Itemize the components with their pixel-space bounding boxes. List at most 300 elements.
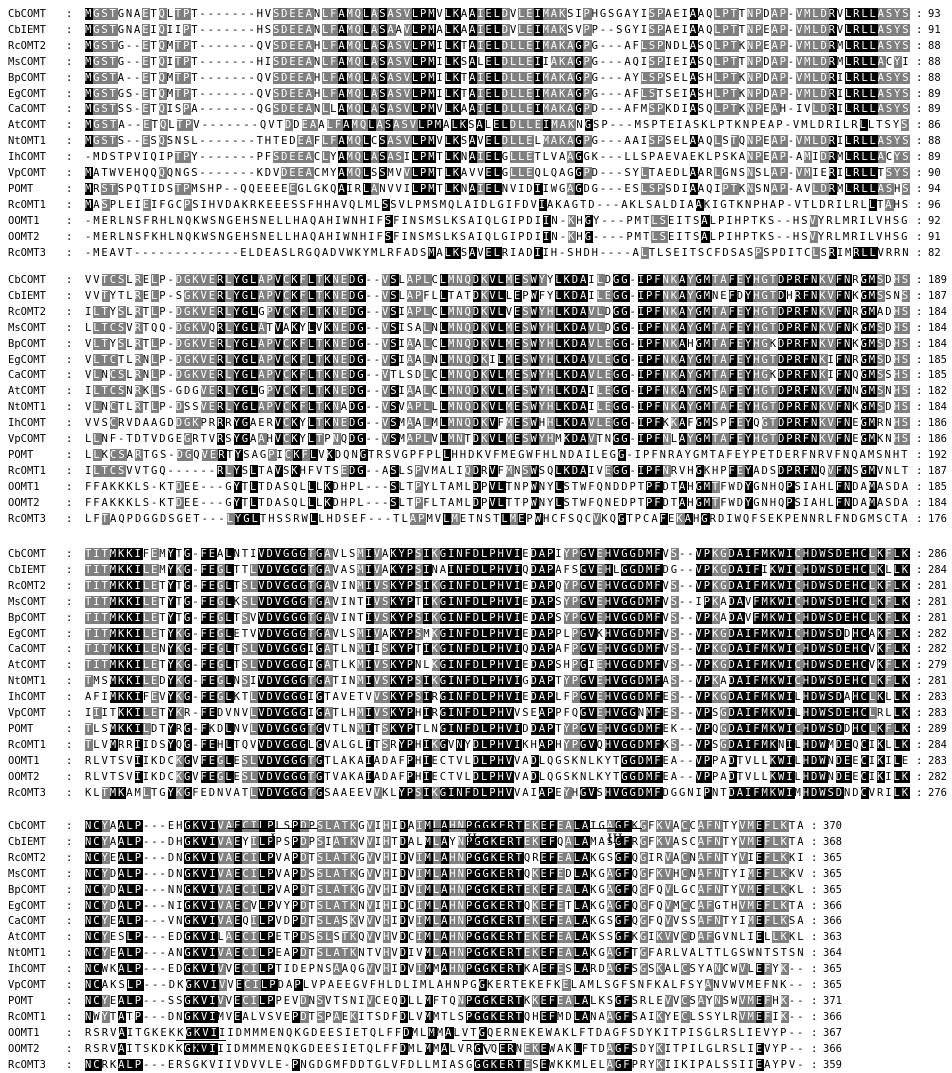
separator-colon: :: [66, 246, 73, 259]
separator-colon: :: [66, 23, 73, 36]
sequence-name: EgCOMT: [8, 353, 46, 366]
separator-colon: :: [916, 464, 923, 477]
separator-colon: :: [66, 963, 73, 976]
sequence-name: VpCOMT: [8, 707, 46, 719]
motif-underline: [588, 828, 642, 829]
sequence-end-position: 284: [928, 563, 947, 576]
separator-colon: :: [916, 305, 923, 318]
sequence-end-position: 284: [928, 738, 947, 751]
alignment-row: [0, 511, 952, 527]
sequence-name: EgCOMT: [8, 627, 46, 640]
separator-colon: :: [916, 417, 923, 430]
sequence-end-position: 182: [928, 385, 947, 398]
separator-colon: :: [916, 385, 923, 398]
sequence-name: NtOMT1: [8, 947, 46, 960]
separator-colon: :: [66, 289, 73, 302]
sequence-residues: NCWKALP---EDGKVIVVECILPTIDEPNSAAQGVVHIDVIMMAHNPGGKERTKAEFESLARDAGFSGSKALCSYANCWVLEFYK--: [85, 963, 806, 976]
alignment-row: [0, 431, 952, 447]
separator-colon: :: [66, 512, 73, 525]
sequence-residues: TLSMKKILDTYRG-FKDLNVLVDVGGGTGVTLNMITSKYPTLNGINFDLPHVIDDAPTYPGVEHVGGDMFEK--VPQGDAIFMKWICHDWSDDHCLKFLK: [85, 722, 910, 735]
separator-colon: :: [66, 627, 73, 640]
sequence-end-position: 286: [928, 548, 947, 560]
alignment-row: [0, 495, 952, 511]
sequence-end-position: 185: [928, 353, 947, 366]
separator-colon: :: [66, 786, 73, 799]
sequence-residues: -MDSTPVIQIPTPY-------PFSDEEACLYAMQLASASILPMTLKNAIELGLLETLVAAGGK---LLSPAEVAEKLPSKANPEAP-AMIDRMLRLLACYS: [85, 151, 911, 164]
separator-colon: :: [916, 643, 923, 656]
sequence-residues: MASPLEIEIFGCPSIHVDAKRKEEESSFHHAVQLMLSSVLPMSMQLAIDLGIFDVIAKAGTD---AKLSALDIAAKIGTKNPHAP-VTLDRILRLLTAHS: [85, 198, 910, 211]
sequence-end-position: 281: [928, 579, 947, 592]
motif-underline: [228, 828, 318, 829]
separator-colon: :: [66, 994, 73, 1007]
separator-colon: :: [916, 659, 923, 672]
sequence-residues: LFTAQPDGGDSGET---LYGLTHSSRWLLHDSEF---TLAPMVLMETNSTLMEPWHCFSQCVKQGTPCAFEKAHGRDIWQFSEKPENNRLFNDGMSCTA: [85, 512, 910, 525]
separator-colon: :: [66, 579, 73, 592]
sequence-residues: VVTYTLRELP-SGKVERLYGLAPVCKFLTKNEDG--VSLAPFLLTATDKVLLEPWFYLKDAILEGG-IPFNKAYGMNEFDYHGTDHRFNKVFNKGMSSNS: [85, 289, 910, 302]
sequence-residues: MGSTA--ETQMTPT-------QVSDEEAHLFAMQLASASVLPMILKTAIELDLLEIMAKAGPG---AYLSPSELASHLPTKNPDAP-VMLDRILRLLASYS: [85, 71, 911, 84]
sequence-residues: FFAKKKLS-KTDEE---GYTLTDASQLLLKDHPL---SLTPYLTAMLDPVLTNPWNYLSTWFQNDDPTPFDTAHGMTFWDYGNHQPSIAHLFNDAMASDA: [85, 480, 910, 493]
separator-colon: :: [916, 182, 923, 195]
sequence-residues: RSRVAITSKDKKGKVIIIDMMMENQKGDEESIETQLFFDMLMMALVRG-QERNEKEWAKLFTDAGFSDYKITPILGLRSLIEVYP--: [85, 1042, 806, 1055]
sequence-name: CbIEMT: [8, 289, 46, 302]
alignment-row: [0, 22, 952, 38]
separator-colon: :: [66, 353, 73, 366]
sequence-residues: LLNF-TDTVDGEGRTVRSYGAAHVCKYLTPNQDG--VSMAPLVLMNTDKVLMESWYHMKDAVTNGG-IPFNLAYGMTAFEYHGTDPRFNKVFNEGMKNHS: [85, 433, 910, 445]
separator-colon: :: [66, 87, 73, 100]
sequence-residues: MGSTGNAETQLTPT-------HVSDEEANLFAMQLASASVLPMVLKAAIELDVLEIMAKSIPHGSGAYISPAEIAAQLPTTNPDAP-VMLDRVLRLLASYS: [85, 8, 911, 20]
separator-colon: :: [66, 947, 73, 960]
sequence-end-position: 365: [823, 883, 842, 896]
alignment-row: [0, 272, 952, 288]
sequence-name: RcOMT1: [8, 1010, 46, 1023]
sequence-residues: RSRVAITGKEKKGKVIIIDMMMENQKGDEESIETQLFFDMLMMALVTGQERNEKEWAKLFTDAGFSDYKITPISGLRSLIEVYP--: [85, 1026, 806, 1039]
sequence-residues: NCYDALP---NIGKVIVAECVLPVYPDTSLATKNVIHIDCIMLAHNPGGKERTQKEFETLAKGAGFQGFQVMCCAFGTHVMEFLKTA: [85, 899, 806, 912]
sequence-end-position: 365: [823, 851, 842, 864]
separator-colon: :: [66, 867, 73, 880]
sequence-end-position: 366: [823, 915, 842, 928]
alignment-row: [0, 101, 952, 117]
sequence-name: RcOMT1: [8, 198, 46, 211]
separator-colon: :: [66, 274, 73, 286]
separator-colon: :: [66, 433, 73, 445]
separator-colon: :: [66, 369, 73, 382]
separator-colon: :: [66, 151, 73, 164]
separator-colon: :: [66, 71, 73, 84]
separator-colon: :: [916, 119, 923, 132]
sequence-residues: VVTCSLRELP-DGKVERLYGLAPVCKFLTKNEDG--VSLAPLCLMNQDKVLMESWYYLKDAILDGG-IPFNKAYGMTAFEYHGTDPRFNKVFNRGMSDHS: [85, 274, 910, 286]
separator-colon: :: [811, 994, 818, 1007]
sequence-end-position: 89: [928, 103, 941, 116]
separator-colon: :: [916, 167, 923, 179]
separator-colon: :: [916, 103, 923, 116]
separator-colon: :: [916, 198, 923, 211]
separator-colon: :: [66, 401, 73, 414]
alignment-row: [0, 245, 952, 261]
sequence-end-position: 184: [928, 337, 947, 350]
sequence-residues: ILTYSLRTLP-DGKVERLYGLGPVCKFLTKNEDG--VSIAPLCLMNQDKVLVESWYHLKDAVLDGG-IPFNKAYGMTAFEYHGTDPRFNKVFNRGMADHS: [85, 305, 910, 318]
separator-colon: :: [66, 321, 73, 334]
sequence-residues: -MERLNSFKHLNQKWSNGEHSNELLHAQAHIWNHIFSFINSMSLKSAIQLGIPDIIN-KHG----PMTLSEITSALPIHPTKS--HSVYRLMRILVHSG: [85, 230, 910, 243]
sequence-end-position: 187: [928, 289, 947, 302]
sequence-name: OOMT2: [8, 1042, 40, 1055]
sequence-name: AtCOMT: [8, 931, 46, 944]
separator-colon: :: [916, 738, 923, 751]
sequence-residues: NCYEALP---DNGKVIVAECILPVAPDTSLATKGVVHIDVIMLAHNPGGKERTQREFEALAKGSGFQGIRVACNAFNTYVIEFLKKI: [85, 851, 806, 864]
separator-colon: :: [916, 369, 923, 382]
alignment-row: [0, 399, 952, 415]
sequence-name: IhCOMT: [8, 963, 46, 976]
sequence-residues: NCYDALP---NNGKVIVAECILPVAPDTSLATKGVVHIDVIMLAHNPGGKERTEKEFEALAKGAGFQGFQVLGCAFNTYVMEFLKKL: [85, 883, 806, 896]
sequence-name: EgCOMT: [8, 899, 46, 912]
alignment-row: [0, 213, 952, 229]
separator-colon: :: [66, 39, 73, 52]
separator-colon: :: [66, 385, 73, 398]
alignment-row: [0, 6, 952, 22]
sequence-end-position: 282: [928, 770, 947, 783]
alignment-row: [0, 945, 952, 961]
sequence-end-position: 281: [928, 595, 947, 608]
separator-colon: :: [66, 563, 73, 576]
sequence-name: BpCOMT: [8, 883, 46, 896]
sequence-residues: -MERLNSFRHLNQKWSNGEHSNELLHAQAHIWNHIFSFINSMSLKSAIQLGIPDIIN-KHGY---PMTLSEITSALPIHPTKS--HSVYRLMRILVHSG: [85, 214, 910, 227]
separator-colon: :: [66, 198, 73, 211]
separator-colon: :: [66, 738, 73, 751]
separator-colon: :: [916, 289, 923, 302]
sequence-residues: NCYAALP---DHGKVIVAEYILPPSPDPSIATKVVIHTDALMLAYNPGGKERTEKEFQALAMASGFRGFKVASCAFNTYVMEFLKTA: [85, 835, 806, 848]
alignment-row: [0, 479, 952, 495]
separator-colon: :: [66, 611, 73, 624]
sequence-name: CbCOMT: [8, 548, 46, 560]
separator-colon: :: [66, 337, 73, 350]
separator-colon: :: [66, 464, 73, 477]
sequence-name: RcOMT1: [8, 464, 46, 477]
alignment-row: [0, 288, 952, 304]
separator-colon: :: [916, 401, 923, 414]
sequence-name: RcOMT2: [8, 851, 46, 864]
separator-colon: :: [916, 448, 923, 461]
separator-colon: :: [66, 899, 73, 912]
separator-colon: :: [66, 675, 73, 688]
alignment-row: [0, 721, 952, 737]
sequence-end-position: 88: [928, 55, 941, 68]
sequence-name: MsCOMT: [8, 595, 46, 608]
separator-colon: :: [66, 119, 73, 132]
sequence-end-position: 90: [928, 167, 941, 179]
sequence-name: RcOMT2: [8, 39, 46, 52]
separator-colon: :: [66, 214, 73, 227]
alignment-row: [0, 993, 952, 1009]
alignment-row: [0, 929, 952, 945]
separator-colon: :: [66, 595, 73, 608]
sequence-name: MsCOMT: [8, 321, 46, 334]
sequence-residues: NCYAALP---EHGKVIVAECILPLSPDPSLATKGVIHIDAIMLAHNPGGKERTEKEFEALAIGAGFKGFKVACCAFNTYVMEFLKTA: [85, 820, 806, 832]
alignment-row: [0, 610, 952, 626]
sequence-end-position: 283: [928, 707, 947, 719]
separator-colon: :: [811, 1058, 818, 1071]
sequence-end-position: 89: [928, 151, 941, 164]
alignment-row: [0, 447, 952, 463]
alignment-row: [0, 320, 952, 336]
sequence-residues: FFAKKKLS-KTDEE---GYTLTDASQLLLKDHPL---SLTPFLTAMLDPVLTTPWNYLSTWFQNEDPTPFDTAHGMTFWDYGNHQPSIAHLFNDAMASDA: [85, 496, 910, 509]
separator-colon: :: [916, 274, 923, 286]
separator-colon: :: [811, 931, 818, 944]
sequence-end-position: 289: [928, 722, 947, 735]
sequence-end-position: 282: [928, 643, 947, 656]
sequence-residues: NCYESLP---EDGKVILAECILPETPDSSLSTKQVVHVDCIMLAHNPGGKERTEKEFEALAKSSGFKGIKVVCDAFGVNLIELLKKL: [85, 931, 806, 944]
alignment-row: [0, 705, 952, 721]
sequence-end-position: 82: [928, 246, 941, 259]
sequence-end-position: 192: [928, 448, 947, 461]
sequence-residues: VLTCTLRNLP-DGKVERLYGLAPVCKFLTKNEDG--VSIAALNLMNQDKILMESWYHLKDAVLEGG-IPFNKAYGMTAFEYHGTDPRFNKIFNRGMSDHS: [85, 353, 910, 366]
separator-colon: :: [916, 8, 923, 20]
separator-colon: :: [66, 915, 73, 928]
separator-colon: :: [916, 722, 923, 735]
sequence-residues: IIITKKILETYKR-FEDVNVLVDVGGGIGATLHMIVSKYPHIRGINFDLPHVVSEAPPFQGVEHVGGNMFES--VPSGDAIFMKWILHDWSDEHCLRLLK: [85, 707, 910, 719]
separator-colon: :: [916, 337, 923, 350]
alignment-row: [0, 383, 952, 399]
sequence-end-position: 365: [823, 979, 842, 991]
motif-underline: [432, 828, 512, 829]
alignment-row: [0, 689, 952, 705]
sequence-name: RcOMT3: [8, 786, 46, 799]
alignment-row: [0, 54, 952, 70]
sequence-end-position: 88: [928, 135, 941, 148]
sequence-name: CaCOMT: [8, 915, 46, 928]
alignment-row: [0, 866, 952, 882]
sequence-residues: TITMKKILETYTG-FEGLKSLVDVGGGTGAVINTIVSKYPTIKGINFDLPHVIEDAPSYPGVEHVGGDMFVS--IPKADAVFMKWICHDWSDEHCLKFLK: [85, 595, 910, 608]
sequence-residues: MGSTG--ETQMTPT-------QVSDEEAHLFAMQLASASVLPMILKTAIELDLLEIMAKAGPG---AFLSPNDLASQLPTKNPEAP-VMLDRMLRLLASYS: [85, 39, 911, 52]
separator-colon: :: [916, 611, 923, 624]
alignment-row: [0, 626, 952, 642]
sequence-name: IhCOMT: [8, 691, 46, 704]
alignment-row: [0, 1025, 952, 1041]
separator-colon: :: [916, 786, 923, 799]
sequence-residues: VLNCSLRNLP-DGKVERLYGLAPVCKFLTKNEDG--VTLSDLCLMNQDKVLMESWYHLKDAVLEGG-IPFNKAYGMTAFEYHGKDPRFNKIFNQGMSSHS: [85, 369, 910, 382]
separator-colon: :: [66, 496, 73, 509]
alignment-row: [0, 149, 952, 165]
sequence-end-position: 93: [928, 8, 941, 20]
alignment-row: [0, 367, 952, 383]
sequence-name: RcOMT3: [8, 246, 46, 259]
alignment-row: [0, 562, 952, 578]
sequence-name: OOMT1: [8, 214, 40, 227]
alignment-row: [0, 352, 952, 368]
sequence-end-position: 368: [823, 835, 842, 848]
sequence-name: CaCOMT: [8, 643, 46, 656]
sequence-residues: TLVMRRIIDSYQG-FEHLTQVVDVGGGLGVALGLITSRYPHIKGVNYDLPHVIKHAPHYPGVQHVGGDMFKS--VPSGDAIFMKNILHDWMDEQCIKLLK: [85, 738, 910, 751]
sequence-name: IhCOMT: [8, 417, 46, 430]
alignment-row: [0, 336, 952, 352]
sequence-name: POMT: [8, 994, 34, 1007]
sequence-name: NtOMT1: [8, 675, 46, 688]
alignment-row: [0, 753, 952, 769]
sequence-end-position: 184: [928, 496, 947, 509]
sequence-name: POMT: [8, 722, 34, 735]
sequence-end-position: 176: [928, 512, 947, 525]
sequence-name: IhCOMT: [8, 151, 46, 164]
separator-colon: :: [66, 707, 73, 719]
separator-colon: :: [811, 867, 818, 880]
separator-colon: :: [916, 548, 923, 560]
sequence-end-position: 367: [823, 1026, 842, 1039]
sequence-residues: MRSTSPQTIDSTPMSHP--QQEEEEEGLGKQAIRLANVVILPMTLKNAIELNVIDIIWGAGDG---ESLSPSDIAAQIPTKNSNAP-AVLDRMLRLLASHS: [85, 182, 911, 195]
sequence-name: RcOMT1: [8, 738, 46, 751]
alignment-row: [0, 86, 952, 102]
sequence-name: CbIEMT: [8, 23, 46, 36]
sequence-end-position: 184: [928, 321, 947, 334]
sequence-name: OOMT2: [8, 770, 40, 783]
separator-colon: :: [916, 151, 923, 164]
separator-colon: :: [916, 754, 923, 767]
sequence-name: OOMT1: [8, 1026, 40, 1039]
motif-label: II: [466, 832, 478, 847]
alignment-row: [0, 961, 952, 977]
sequence-end-position: 96: [928, 198, 941, 211]
separator-colon: :: [811, 963, 818, 976]
sequence-residues: TITMKKILEMYKG-FEGLTTLVDVGGGTGAVASMIVAKYPSINAINFDLPHVIQDAPAFSGVEHLGGDMFDG--VPKGDAIFIKWICHDWSDEHCLKLLK: [85, 563, 910, 576]
separator-colon: :: [811, 835, 818, 848]
alignment-row: [0, 304, 952, 320]
sequence-residues: TITMKKILENYKG-FEGLTSLVDVGGGIGATLNMIISKYPTIKGINFDLPHVIQDAPAFPGVEHVGGDMFVS--VPKGDAIFMKWICHDWSDEHCVKFLK: [85, 643, 910, 656]
alignment-row: [0, 578, 952, 594]
sequence-end-position: 283: [928, 691, 947, 704]
sequence-end-position: 185: [928, 480, 947, 493]
separator-colon: :: [916, 675, 923, 688]
motif-label: III: [607, 832, 623, 847]
sequence-name: VpCOMT: [8, 167, 46, 179]
separator-colon: :: [811, 820, 818, 832]
sequence-residues: -MEAVT-------------ELDEASLRGQADVWKYMLRFADSMALKSAVELRIADIIH-SHDH----ALTLSEITSCFDSASPSPDITCLSRIMRLLVRRN: [85, 246, 911, 259]
sequence-name: OOMT2: [8, 496, 40, 509]
sequence-residues: KLTMKAMLTGYKGFEDNVATLVDVGGGTGSAAEEVVKLYPSIKGINFDLPHVVAIAPEYHGVSHVGGDMFDGGNIPNTDAIFMKWIMHDWSDNDCVRILK: [85, 786, 910, 799]
sequence-residues: NCRKALP---ERSGKVIIVDVVLE-PNGDGMFDDTGLVFDLLMIASGGGKERTESEWKKMLELAGFPRYKIIKIPALSSIIEAYPV-: [85, 1058, 806, 1071]
separator-colon: :: [66, 417, 73, 430]
sequence-name: CaCOMT: [8, 103, 46, 116]
separator-colon: :: [811, 947, 818, 960]
separator-colon: :: [811, 1042, 818, 1055]
sequence-end-position: 189: [928, 274, 947, 286]
sequence-residues: ILTCSVVTGQ------RLYSLTAVSKHFVTSEDG--ASLSPVMALIQDRVFMNSWSQLKDAIVEGG-IPFNRVHGKHPFEYADSDPRFNQVFNSGMVNLT: [85, 464, 910, 477]
separator-colon: :: [916, 433, 923, 445]
alignment-row: [0, 415, 952, 431]
alignment-row: [0, 181, 952, 197]
sequence-name: BpCOMT: [8, 611, 46, 624]
sequence-name: EgCOMT: [8, 87, 46, 100]
separator-colon: :: [916, 71, 923, 84]
separator-colon: :: [66, 691, 73, 704]
sequence-end-position: 186: [928, 417, 947, 430]
separator-colon: :: [916, 480, 923, 493]
alignment-row: [0, 785, 952, 801]
sequence-end-position: 88: [928, 71, 941, 84]
separator-colon: :: [66, 770, 73, 783]
sequence-name: POMT: [8, 182, 34, 195]
motif-label: IV: [193, 1043, 209, 1058]
separator-colon: :: [66, 1010, 73, 1023]
sequence-end-position: 91: [928, 230, 941, 243]
sequence-residues: MGSTS--ESQSNSL-------THTEDEAFLFAMQLCSASVLPMVLKSAVELDLLELMAKAGPG---AAISPSELAAQLSTQNPEAP-VMLDRILRLLASYS: [85, 135, 911, 148]
sequence-end-position: 88: [928, 39, 941, 52]
sequence-name: OOMT1: [8, 480, 40, 493]
alignment-row: [0, 641, 952, 657]
sequence-name: CbCOMT: [8, 820, 46, 832]
sequence-residues: MGSTGS-ETQMTPT-------QVSDEEAHLFAMQLASASVLPMILKTAIELDLLEIMAKAGPG---AFLSTSEIASHLPTKNPDAP-VMLDRILRLLASYS: [85, 87, 911, 100]
sequence-end-position: 186: [928, 433, 947, 445]
sequence-end-position: 365: [823, 867, 842, 880]
separator-colon: :: [811, 1010, 818, 1023]
sequence-name: OOMT1: [8, 754, 40, 767]
sequence-residues: NCYEALP---ANGKVIVAECILPEAPDTSLATKNTVHVDIVMLAHNPGGKERTEKEFEALAKGAGFTGFARLVALTTLGSWNTSTSN: [85, 947, 806, 960]
separator-colon: :: [66, 659, 73, 672]
separator-colon: :: [66, 103, 73, 116]
sequence-residues: VVSCRVDAAGDDGKPRRRYGAERVCKYLTKNEDG--VSMAALMLMNQDKVFMESWHHLKDAVLEGG-IPFKKAFGMSPFEYQGTDPRFNKVFNEGMRNHS: [85, 417, 910, 430]
sequence-name: VpCOMT: [8, 433, 46, 445]
sequence-name: RcOMT3: [8, 512, 46, 525]
separator-colon: :: [916, 87, 923, 100]
sequence-residues: LLKCSARTGS-DGQVERTYSAGPICKFLVKDQNGTRSVGPFPLLHHDKVFMEGWFHLNDAILEGG-IPFNRAYGMTAFEYPETDERFNRVFNQAMSNHT: [85, 448, 910, 461]
sequence-end-position: 364: [823, 947, 842, 960]
alignment-row: [0, 546, 952, 562]
sequence-name: NtOMT1: [8, 135, 46, 148]
sequence-end-position: 363: [823, 931, 842, 944]
sequence-residues: MGSTGNAEIQIIPT-------HSSDEEANLFAMQLASAAVLPMALKAAIELDVLEIMAKSVPP--SGYISPAEIAAQLPTTNPEAP-VMLDRVLRLLASYS: [85, 23, 911, 36]
separator-colon: :: [916, 770, 923, 783]
separator-colon: :: [66, 480, 73, 493]
alignment-row: [0, 197, 952, 213]
sequence-end-position: 279: [928, 659, 947, 672]
alignment-row: [0, 1057, 952, 1073]
separator-colon: :: [66, 448, 73, 461]
sequence-end-position: 366: [823, 1042, 842, 1055]
sequence-name: MsCOMT: [8, 867, 46, 880]
sequence-residues: NCYEALP---VNGKVIVAEQILPVDPDTSLASKVVVHIDVIMLAHNPGGKERTEKEFEALAKGSGFQGFQVVSSAFNTYIMEFLKSA: [85, 915, 806, 928]
sequence-name: NtOMT1: [8, 401, 46, 414]
sequence-name: RcOMT3: [8, 1058, 46, 1071]
separator-colon: :: [66, 851, 73, 864]
sequence-residues: NCYEALP---SSGKVIVVECILPPEVDNSVTSNIVCEQDLLMFTQNPGGKERTKKEFEALALKSGFSRLEVVCSAYNSWVMEFHK--: [85, 994, 806, 1007]
separator-colon: :: [916, 23, 923, 36]
alignment-row: [0, 133, 952, 149]
sequence-end-position: 281: [928, 611, 947, 624]
sequence-end-position: 86: [928, 119, 941, 132]
sequence-end-position: 281: [928, 675, 947, 688]
sequence-name: CaCOMT: [8, 369, 46, 382]
sequence-end-position: 371: [823, 994, 842, 1007]
separator-colon: :: [916, 627, 923, 640]
motif-underline: [462, 1040, 512, 1041]
separator-colon: :: [916, 691, 923, 704]
sequence-end-position: 276: [928, 786, 947, 799]
alignment-row: [0, 977, 952, 993]
separator-colon: :: [916, 39, 923, 52]
sequence-end-position: 366: [823, 899, 842, 912]
alignment-row: [0, 1009, 952, 1025]
separator-colon: :: [916, 55, 923, 68]
sequence-residues: MGSTG--ETQITPT-------HISDEEANLFAMQLASASVLPMILKSALELDLLEIIAKAGPG---AQISPIEIASQLPTTNPDAP-VMLDRMLRLLACYI: [85, 55, 911, 68]
separator-colon: :: [811, 1026, 818, 1039]
sequence-name: POMT: [8, 448, 34, 461]
alignment-row: [0, 117, 952, 133]
alignment-row: [0, 70, 952, 86]
separator-colon: :: [66, 167, 73, 179]
sequence-end-position: 370: [823, 820, 842, 832]
sequence-name: BpCOMT: [8, 337, 46, 350]
sequence-name: BpCOMT: [8, 71, 46, 84]
separator-colon: :: [916, 579, 923, 592]
separator-colon: :: [66, 55, 73, 68]
separator-colon: :: [916, 595, 923, 608]
separator-colon: :: [66, 931, 73, 944]
